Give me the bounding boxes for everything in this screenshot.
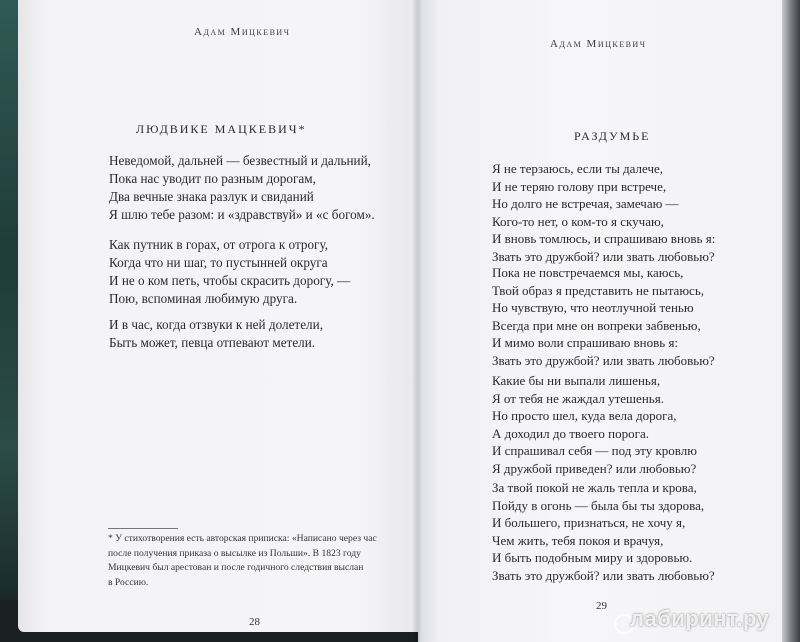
footnote-line: * У стихотворения есть авторская приписка: «Написано через час bbox=[108, 533, 377, 544]
verse-line: Я не терзаюсь, если ты далече, bbox=[492, 161, 664, 176]
verse-line: За твой покой не жаль тепла и крова, bbox=[492, 480, 697, 495]
footnote-rule bbox=[108, 528, 178, 529]
verse-line: И спрашивал себя — под эту кровлю bbox=[492, 443, 697, 459]
stanza-right-2 bbox=[492, 264, 715, 370]
running-head-right: Адам Мицкевич bbox=[550, 38, 647, 50]
page-number-right: 29 bbox=[596, 600, 607, 612]
verse-line: Но долго не встречая, замечаю — bbox=[492, 196, 679, 212]
verse-line: И в час, когда отзвуки к ней долетели, bbox=[109, 317, 323, 332]
verse-line: Но чувствую, что неотлучной тенью bbox=[492, 300, 694, 316]
verse-line: Звать это дружбой? или звать любовью? bbox=[492, 248, 715, 264]
verse-line: Но просто шел, куда вела дорога, bbox=[492, 408, 677, 424]
stanza-right-4 bbox=[492, 479, 715, 585]
watermark: лабиринт.ру bbox=[630, 606, 770, 631]
right-page bbox=[418, 0, 782, 642]
verse-line: Пока не повстречаемся мы, каюсь, bbox=[492, 265, 684, 280]
verse-line: Какие бы ни выпали лишенья, bbox=[492, 373, 661, 388]
verse-line: Звать это дружбой? или звать любовью? bbox=[492, 567, 715, 583]
stanza-right-3 bbox=[492, 372, 697, 478]
footnote-line: после получения приказа о высылке из Польши». В 1823 году bbox=[108, 547, 361, 559]
verse-line: Неведомой, дальней — безвестный и дальний, bbox=[109, 153, 371, 168]
verse-line: Твой образ я представить не пытаюсь, bbox=[492, 282, 704, 298]
page-number-left: 28 bbox=[249, 616, 260, 628]
left-page bbox=[18, 0, 418, 632]
verse-line: Когда что ни шаг, то пустынней округа bbox=[109, 255, 328, 270]
page-edge-right bbox=[782, 0, 800, 642]
stanza-right-1 bbox=[492, 160, 715, 266]
verse-line: Быть может, певца отпевают метели. bbox=[109, 335, 316, 350]
verse-line: Кого-то нет, о ком-то я скучаю, bbox=[492, 213, 664, 229]
verse-line: Два вечные знака разлук и свиданий bbox=[109, 189, 314, 204]
verse-line: И быть подобным миру и здоровью. bbox=[492, 550, 693, 566]
verse-line: Я шлю тебе разом: и «здравствуй» и «с богом». bbox=[109, 207, 375, 222]
stanza-left-1 bbox=[109, 152, 375, 224]
verse-line: Пока нас уводит по разным дорогам, bbox=[109, 171, 316, 186]
verse-line: Всегда при мне он вопреки забвенью, bbox=[492, 317, 701, 333]
verse-line: Я от тебя не жаждал утешенья. bbox=[492, 390, 664, 406]
book-gutter bbox=[412, 0, 422, 642]
verse-line: Как путник в горах, от отрога к отрогу, bbox=[109, 237, 329, 252]
verse-line: Пою, вспоминая любимую друга. bbox=[109, 291, 298, 306]
verse-line: И вновь томлюсь, и спрашиваю вновь я: bbox=[492, 231, 716, 247]
verse-line: И большего, признаться, не хочу я, bbox=[492, 515, 686, 531]
verse-line: Я дружбой приведен? или любовью? bbox=[492, 460, 697, 476]
verse-line: А доходил до твоего порога. bbox=[492, 425, 649, 441]
stanza-left-3 bbox=[109, 316, 323, 352]
verse-line: И не о ком петь, чтобы скрасить дорогу, — bbox=[109, 273, 351, 288]
verse-line: И мимо воли спрашиваю вновь я: bbox=[492, 335, 679, 351]
footnote bbox=[108, 532, 408, 590]
verse-line: Чем жить, тебя покоя и врачуя, bbox=[492, 532, 664, 548]
footnote-line: в Россию. bbox=[108, 576, 149, 588]
poem-title-right: РАЗДУМЬЕ bbox=[574, 129, 651, 143]
verse-line: И не теряю голову при встрече, bbox=[492, 178, 667, 194]
footnote-line: Мицкевич был арестован и после годичного следствия выслан bbox=[108, 562, 364, 573]
running-head-left: Адам Мицкевич bbox=[194, 26, 291, 38]
verse-line: Звать это дружбой? или звать любовью? bbox=[492, 352, 715, 368]
verse-line: Пойду в огонь — была бы ты здорова, bbox=[492, 497, 705, 513]
poem-title-left: ЛЮДВИКЕ МАЦКЕВИЧ* bbox=[136, 122, 307, 136]
stanza-left-2 bbox=[109, 236, 350, 308]
